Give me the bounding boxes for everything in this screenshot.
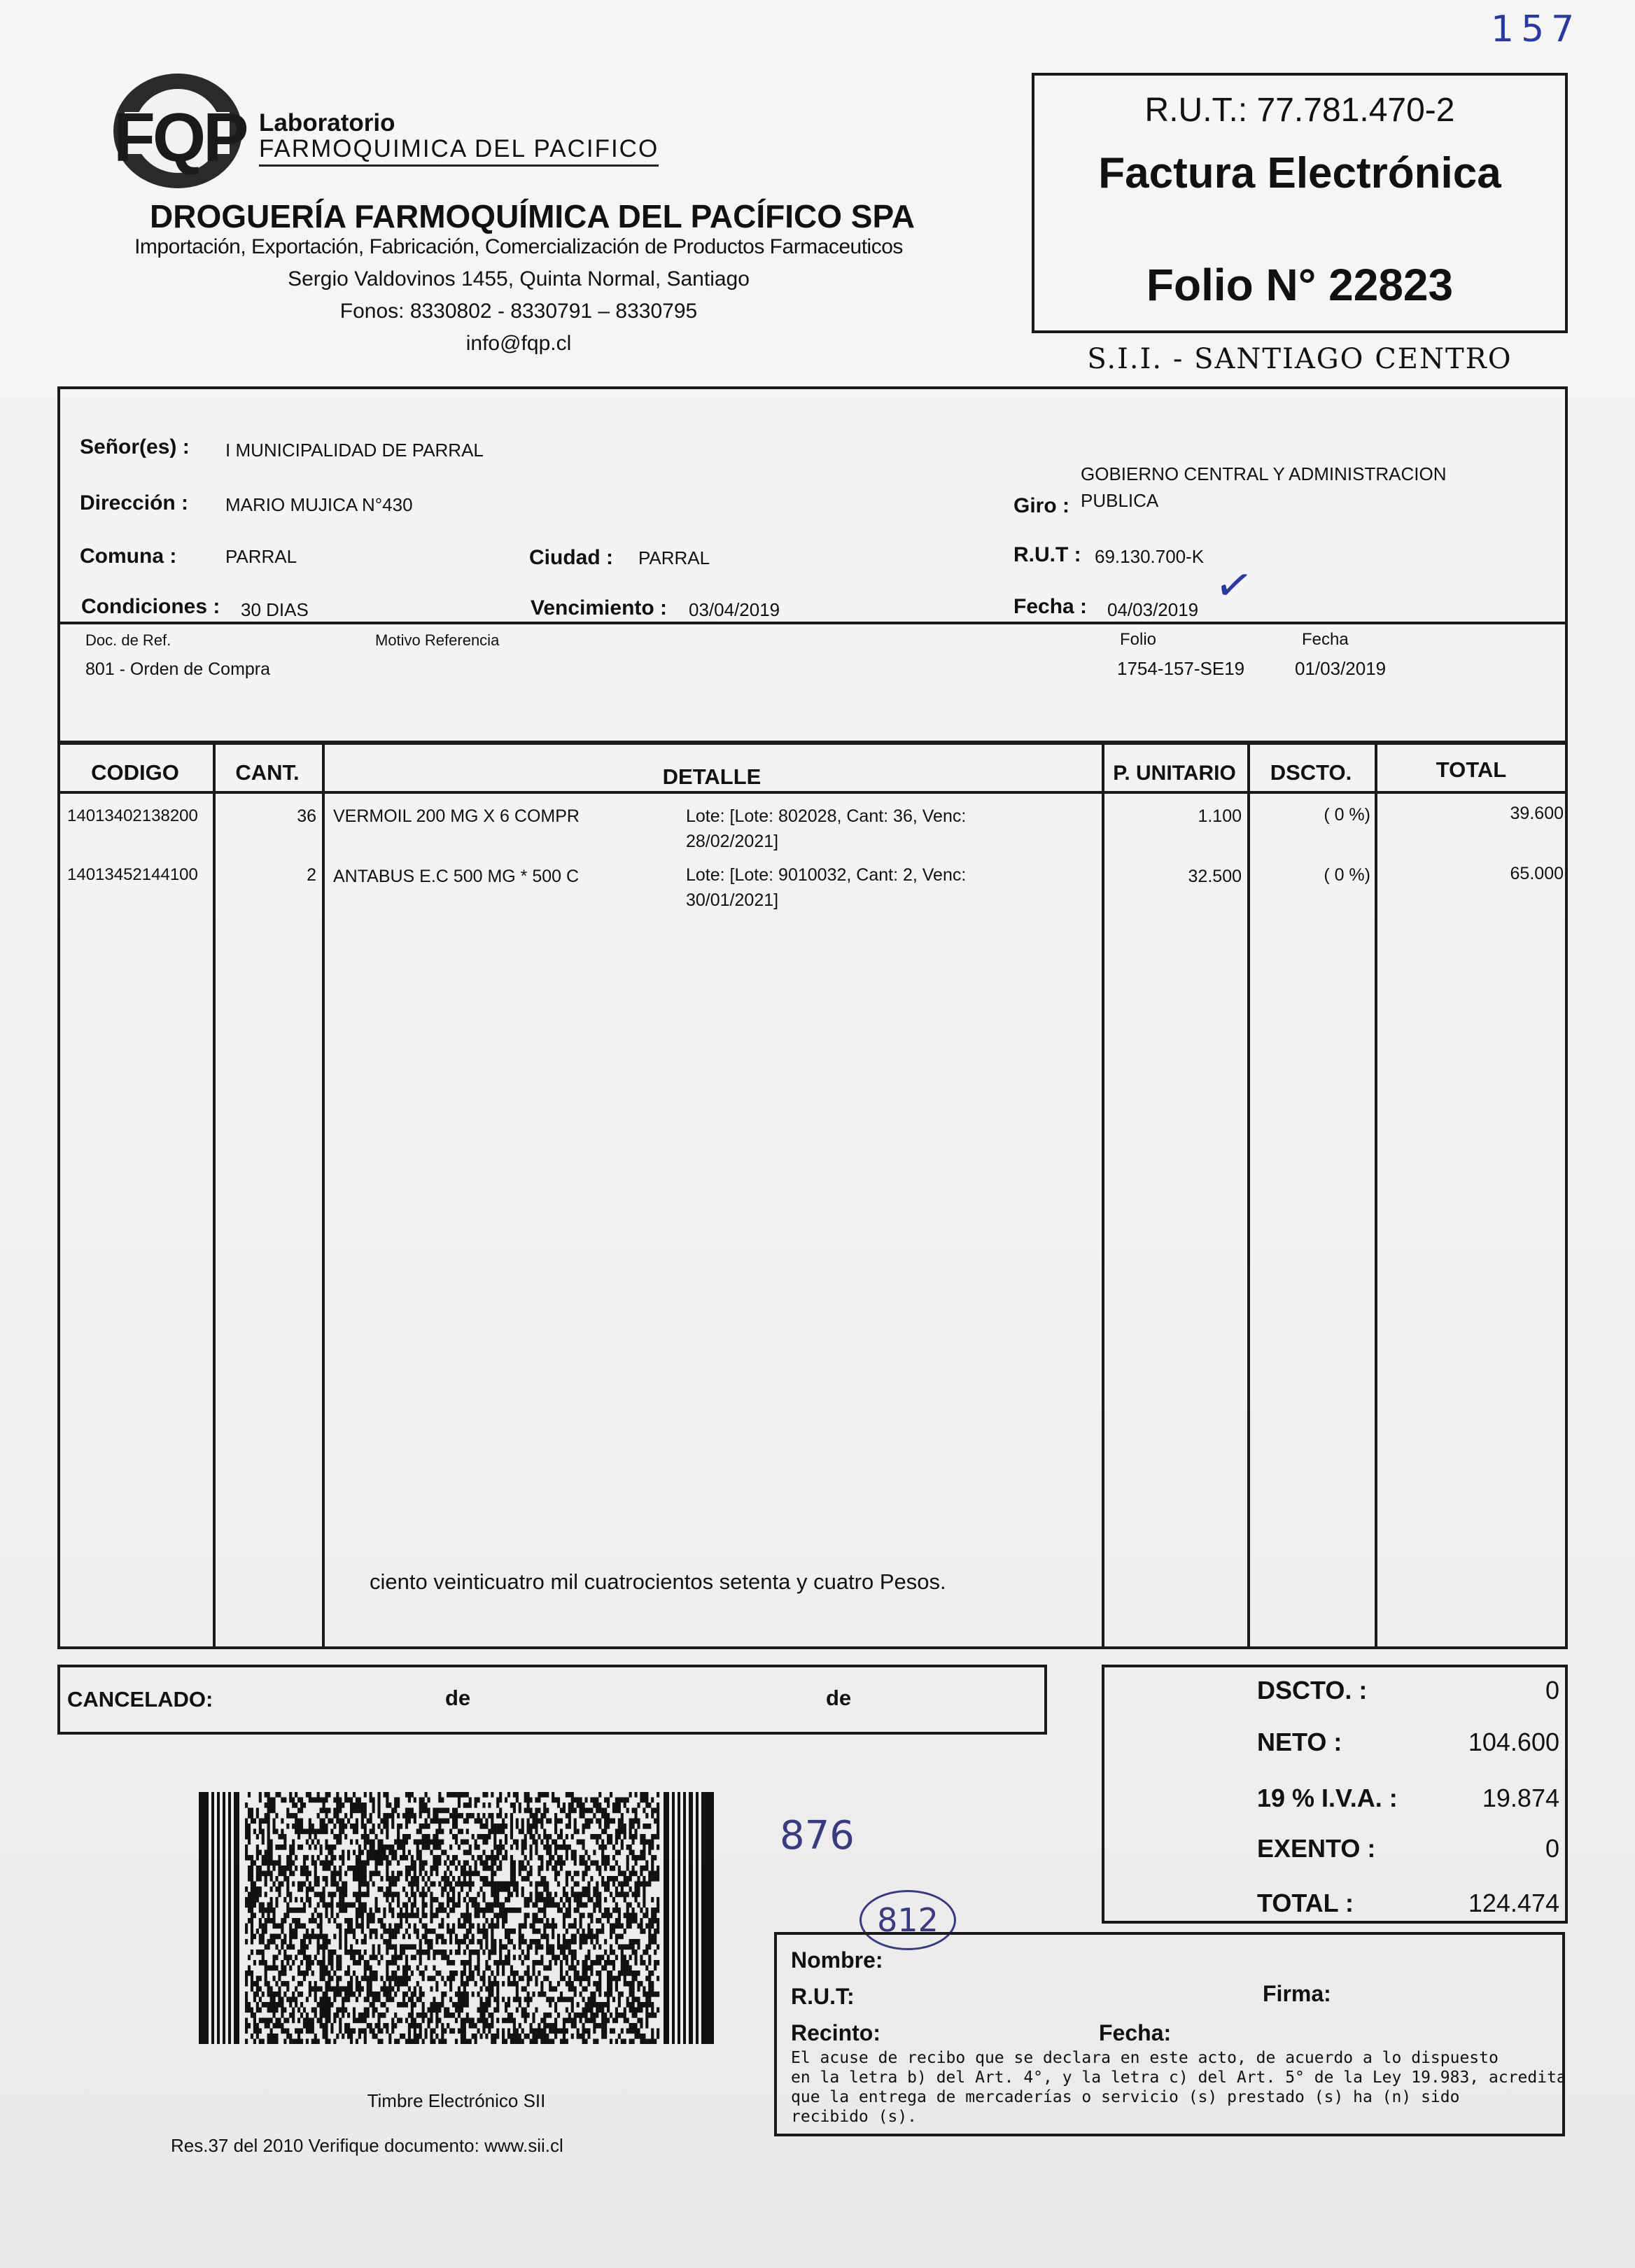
lab-line1: Laboratorio [259,109,395,136]
legal-line-2: en la letra b) del Art. 4°, y la letra c) del Art. 5° de la Ley 19.983, acredita [791,2068,1566,2087]
legal-line-1: El acuse de recibo que se declara en este acto, de acuerdo a lo dispuesto [791,2049,1499,2067]
row1-codigo: 14013402138200 [67,806,198,825]
company-address: Sergio Valdovinos 1455, Quinta Normal, Santiago [288,267,750,290]
header-total: TOTAL [1436,757,1507,782]
neto-label: NETO : [1257,1728,1342,1756]
handwritten-812: 812 [859,1890,956,1950]
row1-dscto: ( 0 %) [1324,805,1370,825]
ref-fecha-value: 01/03/2019 [1295,658,1387,679]
giro-label: Giro : [1013,494,1069,517]
total-value: 124.474 [1468,1889,1559,1917]
cancelado-de-2: de [826,1686,852,1710]
row2-dscto: ( 0 %) [1324,865,1370,885]
legal-notice [791,2048,1566,2127]
doc-ref-label: Doc. de Ref. [85,631,171,649]
legal-line-4: recibido (s). [791,2108,918,2126]
firma-label: Firma: [1263,1981,1331,2006]
header-detalle: DETALLE [662,764,762,789]
ref-folio-value: 1754-157-SE19 [1117,658,1245,679]
total-label: TOTAL : [1257,1889,1354,1917]
document-title: Factura Electrónica [1098,149,1501,197]
client-ref-divider [57,622,1568,624]
totals-dscto-value: 0 [1545,1676,1559,1704]
cancelado-de-1: de [445,1686,471,1710]
recinto-label: Recinto: [791,2020,880,2045]
lab-line2: FARMOQUIMICA DEL PACIFICO [259,135,659,167]
client-rut-value: 69.130.700-K [1095,546,1205,567]
header-dscto: DSCTO. [1270,760,1352,785]
ciudad-label: Ciudad : [529,546,613,569]
row1-p-unitario: 1.100 [1198,806,1242,826]
header-codigo: CODIGO [91,760,179,785]
motivo-label: Motivo Referencia [375,631,500,649]
ref-fecha-label: Fecha [1302,630,1349,649]
row2-lote-line1: Lote: [Lote: 9010032, Cant: 2, Venc: [686,865,967,885]
row1-desc: VERMOIL 200 MG X 6 COMPR [333,806,580,826]
nombre-label: Nombre: [791,1947,883,1973]
neto-value: 104.600 [1468,1728,1559,1756]
company-activity: Importación, Exportación, Fabricación, Comercialización de Productos Farmaceuticos [134,235,903,258]
folio-number: Folio N° 22823 [1146,260,1454,310]
condiciones-label: Condiciones : [81,595,220,618]
exento-value: 0 [1545,1834,1559,1863]
direccion-value: MARIO MUJICA N°430 [225,494,413,515]
issuer-rut: R.U.T.: 77.781.470-2 [1144,92,1455,129]
row2-p-unitario: 32.500 [1188,867,1242,886]
senor-label: Señor(es) : [80,435,190,458]
row2-lote-line2: 30/01/2021] [686,890,779,910]
row1-total: 39.600 [1510,804,1564,823]
table-header-divider [57,791,1568,794]
fecha-value: 04/03/2019 [1107,599,1199,620]
header-cant: CANT. [235,760,300,785]
company-phones: Fonos: 8330802 - 8330791 – 8330795 [339,300,698,323]
exento-label: EXENTO : [1257,1834,1376,1863]
iva-label: 19 % I.V.A. : [1257,1784,1398,1812]
doc-ref-value: 801 - Orden de Compra [85,659,271,679]
vencimiento-value: 03/04/2019 [689,599,780,620]
row1-lote-line2: 28/02/2021] [686,832,779,851]
row2-cant: 2 [307,865,316,885]
row1-cant: 36 [297,806,316,826]
senor-value: I MUNICIPALIDAD DE PARRAL [225,440,484,461]
direccion-label: Dirección : [80,491,189,514]
comuna-value: PARRAL [225,546,297,567]
giro-value-line2: PUBLICA [1081,490,1159,511]
res-verification: Res.37 del 2010 Verifique documento: www.sii.cl [171,2135,563,2156]
handwritten-876: 876 [780,1813,855,1858]
row2-desc: ANTABUS E.C 500 MG * 500 C [333,867,580,886]
row2-total: 65.000 [1510,864,1564,883]
totals-dscto-label: DSCTO. : [1257,1676,1368,1704]
comuna-label: Comuna : [80,545,177,568]
ref-folio-label: Folio [1120,630,1157,649]
col-divider-2 [322,742,325,1649]
handwritten-checkmark: ✓ [1210,556,1257,615]
receipt-fecha-label: Fecha: [1099,2020,1172,2045]
header-p-unitario: P. UNITARIO [1113,762,1236,785]
receipt-rut-label: R.U.T: [791,1984,855,2009]
giro-value-line1: GOBIERNO CENTRAL Y ADMINISTRACION [1081,463,1447,484]
fecha-label: Fecha : [1013,595,1088,618]
row2-codigo: 14013452144100 [67,865,198,884]
pdf417-barcode [199,1792,714,2044]
logo-text: FQP [113,99,246,176]
vencimiento-label: Vencimiento : [531,596,668,620]
condiciones-value: 30 DIAS [241,599,309,620]
company-name: DROGUERÍA FARMOQUÍMICA DEL PACÍFICO SPA [150,198,915,234]
row1-lote-line1: Lote: [Lote: 802028, Cant: 36, Venc: [686,806,967,826]
cancelado-label: CANCELADO: [67,1687,213,1712]
handwritten-page-number: 157 [1491,8,1582,50]
iva-value: 19.874 [1482,1784,1559,1812]
legal-line-3: que la entrega de mercaderías o servicio (s) prestado (s) ha (n) sido [791,2088,1460,2106]
ciudad-value: PARRAL [638,547,710,568]
amount-in-words: ciento veinticuatro mil cuatrocientos setenta y cuatro Pesos. [370,1569,946,1594]
timbre-label: Timbre Electrónico SII [367,2090,546,2111]
sii-office: S.I.I. - SANTIAGO CENTRO [1087,343,1513,375]
client-rut-label: R.U.T : [1013,543,1081,566]
company-email: info@fqp.cl [465,332,572,355]
